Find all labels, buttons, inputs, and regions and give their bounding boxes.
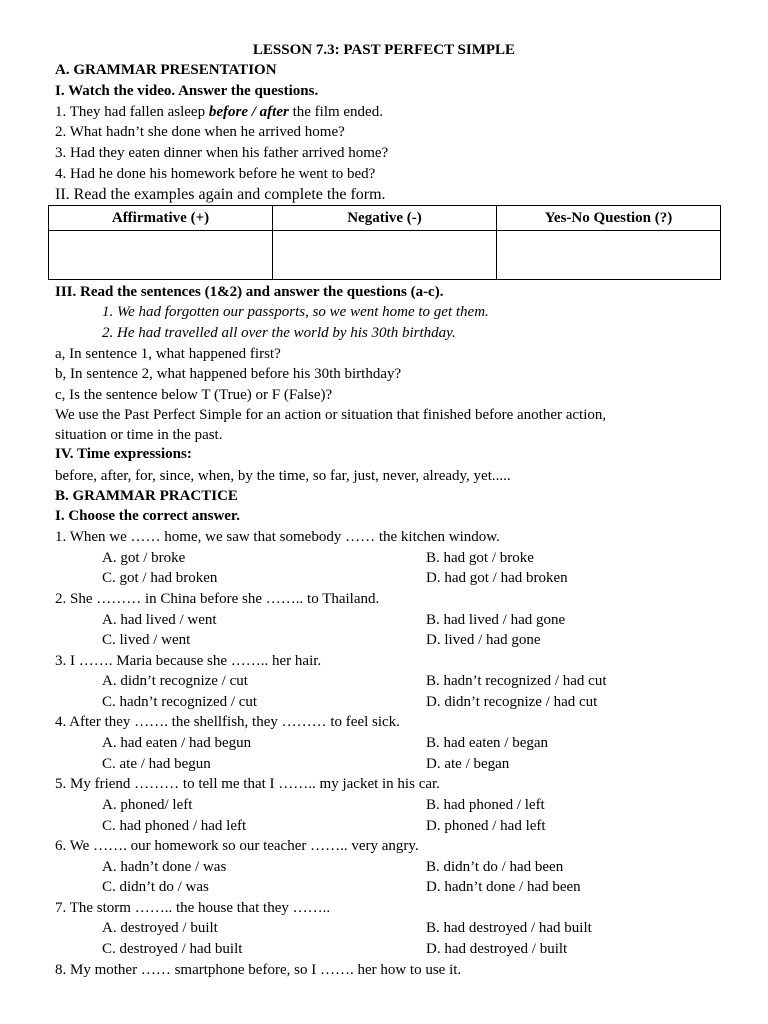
- form-table: [48, 205, 721, 280]
- option-a[interactable]: A. phoned/ left: [102, 797, 193, 813]
- question-1-choice: before / after: [208, 104, 289, 120]
- question-2: 2. What hadn’t she done when he arrived home?: [55, 124, 345, 140]
- question-1-end: the film ended.: [288, 104, 383, 120]
- practice-question: 3. I ……. Maria because she …….. her hair.: [55, 653, 322, 669]
- option-d[interactable]: D. lived / had gone: [426, 632, 541, 648]
- section-b-heading: B. GRAMMAR PRACTICE: [55, 488, 238, 504]
- section-a-heading: A. GRAMMAR PRESENTATION: [55, 62, 277, 78]
- rule-line-1: We use the Past Perfect Simple for an action or situation that finished before another action,: [55, 407, 607, 423]
- option-c[interactable]: C. had phoned / had left: [102, 818, 247, 834]
- part-4-heading: IV. Time expressions:: [55, 446, 192, 462]
- practice-question: 7. The storm …….. the house that they ……..: [55, 900, 331, 916]
- negative-header: Negative (-): [273, 206, 497, 231]
- question-c: c, Is the sentence below T (True) or F (False)?: [55, 387, 333, 403]
- option-d[interactable]: D. had got / had broken: [426, 570, 568, 586]
- option-d[interactable]: D. phoned / had left: [426, 818, 546, 834]
- option-a[interactable]: A. didn’t recognize / cut: [102, 673, 248, 689]
- option-d[interactable]: D. had destroyed / built: [426, 941, 568, 957]
- option-b[interactable]: B. had lived / had gone: [426, 612, 566, 628]
- negative-cell[interactable]: [273, 231, 497, 280]
- option-c[interactable]: C. hadn’t recognized / cut: [102, 694, 258, 710]
- option-c[interactable]: C. ate / had begun: [102, 756, 211, 772]
- practice-question: 1. When we …… home, we saw that somebody …… the kitchen window.: [55, 529, 500, 545]
- option-a[interactable]: A. destroyed / built: [102, 920, 218, 936]
- practice-question: 6. We ……. our homework so our teacher …….. very angry.: [55, 838, 419, 854]
- question-1-start: 1. They had fallen asleep: [55, 104, 209, 120]
- option-d[interactable]: D. hadn’t done / had been: [426, 879, 581, 895]
- practice-question: 2. She ……… in China before she …….. to Thailand.: [55, 591, 380, 607]
- option-b[interactable]: B. had eaten / began: [426, 735, 549, 751]
- affirmative-cell[interactable]: [49, 231, 273, 280]
- option-d[interactable]: D. didn’t recognize / had cut: [426, 694, 598, 710]
- question-a: a, In sentence 1, what happened first?: [55, 346, 281, 362]
- question-1: [55, 102, 383, 122]
- practice-part-1-heading: I. Choose the correct answer.: [55, 508, 240, 524]
- practice-question: 5. My friend ……… to tell me that I …….. my jacket in his car.: [55, 776, 440, 792]
- affirmative-header: Affirmative (+): [49, 206, 273, 231]
- option-b[interactable]: B. didn’t do / had been: [426, 859, 564, 875]
- option-c[interactable]: C. lived / went: [102, 632, 191, 648]
- part-1-heading: I. Watch the video. Answer the questions.: [55, 83, 319, 99]
- lesson-title: LESSON 7.3: PAST PERFECT SIMPLE: [252, 42, 516, 58]
- option-b[interactable]: B. had phoned / left: [426, 797, 545, 813]
- option-b[interactable]: B. hadn’t recognized / had cut: [426, 673, 607, 689]
- part-2-heading: II. Read the examples again and complete the form.: [55, 186, 386, 203]
- part-3-heading: III. Read the sentences (1&2) and answer the questions (a-c).: [55, 284, 444, 300]
- time-expressions: before, after, for, since, when, by the time, so far, just, never, already, yet.....: [55, 468, 511, 484]
- option-a[interactable]: A. got / broke: [102, 550, 186, 566]
- practice-question: 4. After they ……. the shellfish, they ……… to feel sick.: [55, 714, 400, 730]
- question-3: 3. Had they eaten dinner when his father arrived home?: [55, 145, 389, 161]
- practice-question: 8. My mother …… smartphone before, so I ……. her how to use it.: [55, 962, 462, 978]
- question-b: b, In sentence 2, what happened before his 30th birthday?: [55, 366, 402, 382]
- option-a[interactable]: A. had lived / went: [102, 612, 217, 628]
- rule-line-2: situation or time in the past.: [55, 427, 223, 443]
- question-header: Yes-No Question (?): [497, 206, 721, 231]
- example-sentence-2: 2. He had travelled all over the world by his 30th birthday.: [102, 325, 456, 341]
- question-4: 4. Had he done his homework before he went to bed?: [55, 166, 376, 182]
- option-a[interactable]: A. hadn’t done / was: [102, 859, 227, 875]
- option-d[interactable]: D. ate / began: [426, 756, 510, 772]
- example-sentence-1: 1. We had forgotten our passports, so we went home to get them.: [102, 304, 489, 320]
- option-b[interactable]: B. had got / broke: [426, 550, 534, 566]
- option-c[interactable]: C. destroyed / had built: [102, 941, 243, 957]
- option-c[interactable]: C. didn’t do / was: [102, 879, 209, 895]
- option-b[interactable]: B. had destroyed / had built: [426, 920, 592, 936]
- option-c[interactable]: C. got / had broken: [102, 570, 218, 586]
- question-cell[interactable]: [497, 231, 721, 280]
- option-a[interactable]: A. had eaten / had begun: [102, 735, 252, 751]
